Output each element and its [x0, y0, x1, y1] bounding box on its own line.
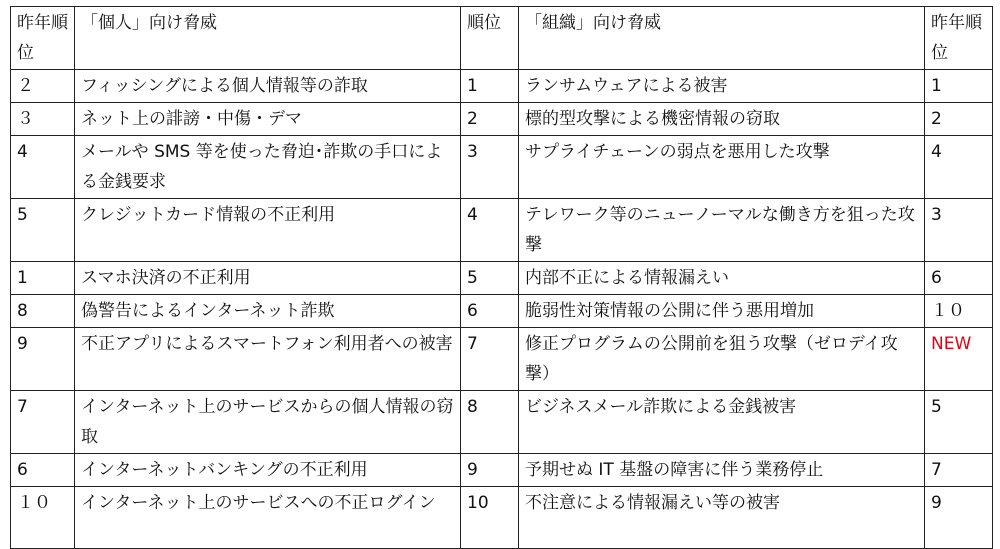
individual-threat: インターネットバンキングの不正利用: [75, 454, 461, 487]
organization-threat: テレワーク等のニューノーマルな働き方を狙った攻撃: [519, 199, 925, 262]
rank-number: 10: [461, 487, 519, 549]
table-row: [11, 454, 993, 487]
table-row: [11, 487, 993, 549]
organization-prev-rank: 5: [925, 391, 993, 454]
individual-prev-rank: １０: [11, 487, 75, 549]
individual-prev-rank: 5: [11, 199, 75, 262]
header-organization-threats: 「組織」向け脅威: [519, 7, 925, 70]
rank-number: 1: [461, 70, 519, 103]
organization-threat: ビジネスメール詐欺による金銭被害: [519, 391, 925, 454]
individual-threat: クレジットカード情報の不正利用: [75, 199, 461, 262]
rank-number: 9: [461, 454, 519, 487]
individual-prev-rank: 6: [11, 454, 75, 487]
organization-threat: サプライチェーンの弱点を悪用した攻撃: [519, 136, 925, 199]
rank-number: 7: [461, 328, 519, 391]
table-row: [11, 70, 993, 103]
individual-threat: ネット上の誹謗・中傷・デマ: [75, 103, 461, 136]
individual-prev-rank: ２: [11, 70, 75, 103]
organization-prev-rank: 4: [925, 136, 993, 199]
organization-threat: 標的型攻撃による機密情報の窃取: [519, 103, 925, 136]
table-row: [11, 103, 993, 136]
organization-threat: 修正プログラムの公開前を狙う攻撃（ゼロデイ攻撃）: [519, 328, 925, 391]
rank-number: 6: [461, 295, 519, 328]
table-row: [11, 328, 993, 391]
organization-prev-rank: 6: [925, 262, 993, 295]
organization-prev-rank: １０: [925, 295, 993, 328]
table-header-row: [11, 7, 993, 70]
table-row: [11, 199, 993, 262]
individual-prev-rank: 1: [11, 262, 75, 295]
rank-number: 8: [461, 391, 519, 454]
header-prev-rank-organization: 昨年順位: [925, 7, 993, 70]
organization-prev-rank: 7: [925, 454, 993, 487]
rank-number: 4: [461, 199, 519, 262]
header-rank: 順位: [461, 7, 519, 70]
organization-prev-rank: 2: [925, 103, 993, 136]
header-prev-rank-individual: 昨年順位: [11, 7, 75, 70]
new-badge: NEW: [925, 328, 993, 391]
table-row: [11, 262, 993, 295]
organization-threat: 不注意による情報漏えい等の被害: [519, 487, 925, 549]
organization-threat: ランサムウェアによる被害: [519, 70, 925, 103]
individual-threat: インターネット上のサービスからの個人情報の窃取: [75, 391, 461, 454]
individual-prev-rank: 4: [11, 136, 75, 199]
individual-threat: スマホ決済の不正利用: [75, 262, 461, 295]
table-row: [11, 391, 993, 454]
organization-prev-rank: 9: [925, 487, 993, 549]
individual-threat: メールや SMS 等を使った脅迫･詐欺の手口による金銭要求: [75, 136, 461, 199]
individual-prev-rank: 7: [11, 391, 75, 454]
individual-threat: インターネット上のサービスへの不正ログイン: [75, 487, 461, 549]
rank-number: 2: [461, 103, 519, 136]
organization-threat: 脆弱性対策情報の公開に伴う悪用増加: [519, 295, 925, 328]
individual-threat: 不正アプリによるスマートフォン利用者への被害: [75, 328, 461, 391]
individual-threat: 偽警告によるインターネット詐欺: [75, 295, 461, 328]
organization-threat: 予期せぬ IT 基盤の障害に伴う業務停止: [519, 454, 925, 487]
header-individual-threats: 「個人」向け脅威: [75, 7, 461, 70]
organization-prev-rank: 3: [925, 199, 993, 262]
rank-number: 3: [461, 136, 519, 199]
organization-threat: 内部不正による情報漏えい: [519, 262, 925, 295]
individual-threat: フィッシングによる個人情報等の詐取: [75, 70, 461, 103]
table-row: [11, 295, 993, 328]
individual-prev-rank: 8: [11, 295, 75, 328]
threat-ranking-table: [10, 6, 993, 549]
table-row: [11, 136, 993, 199]
rank-number: 5: [461, 262, 519, 295]
individual-prev-rank: 9: [11, 328, 75, 391]
individual-prev-rank: ３: [11, 103, 75, 136]
organization-prev-rank: 1: [925, 70, 993, 103]
